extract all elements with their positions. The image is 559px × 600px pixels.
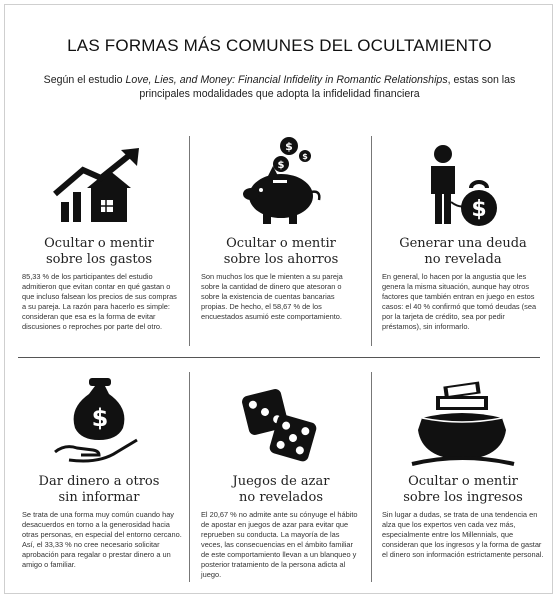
- title-line: no revelados: [238, 490, 323, 505]
- svg-text:$: $: [302, 152, 308, 161]
- column-divider: [371, 372, 372, 582]
- piggy-bank-coins-icon: [196, 134, 366, 234]
- item-body: Se trata de una forma muy común cuando hay desacuerdos en torno a la generosidad hacia otras personas, en especial del entorno cercano. Así, el 33,33 % no cree necesario solicitar aprobación para regalar o prestar dinero a un amigo o familiar.: [22, 510, 182, 569]
- title-line: Ocultar o mentir: [408, 474, 518, 489]
- item-body: En general, lo hacen por la angustia que les genera la misma situación, aunque hay otros factores que también entran en juego en estos casos: el 40 % confirmó que tomó deudas (sea por la tarjeta de crédito, sea por pedir préstamos), sin informarlo.: [382, 272, 537, 331]
- title-line: sobre los ahorros: [223, 252, 339, 267]
- column-divider: [371, 136, 372, 346]
- item-title: [14, 474, 184, 506]
- item-title: [196, 474, 366, 506]
- house-growth-chart-icon: [14, 148, 184, 248]
- item-title: [14, 236, 184, 268]
- title-line: sin informar: [58, 490, 140, 505]
- svg-text:$: $: [91, 404, 109, 432]
- svg-text:$: $: [285, 140, 293, 153]
- column-divider: [189, 136, 190, 346]
- title-line: Generar una deuda: [399, 236, 527, 251]
- item-title: [378, 474, 548, 506]
- item-title: [196, 236, 366, 268]
- item-body: Son muchos los que le mienten a su pareja sobre la cantidad de dinero que atesoran o sobre la existencia de cuentas bancarias propias. De hecho, el 58,67 % de los encuestados asumió este comportamiento.: [201, 272, 343, 321]
- title-line: Ocultar o mentir: [226, 236, 336, 251]
- person-ball-and-chain-icon: [378, 144, 548, 244]
- item-title: [378, 236, 548, 268]
- svg-text:$: $: [471, 197, 487, 222]
- subtitle-rest: , estas son las principales modalidades que adopta la infidelidad financiera: [139, 74, 516, 100]
- title-line: sobre los ingresos: [403, 490, 523, 505]
- money-sack-icon: [378, 378, 548, 478]
- title-line: Juegos de azar: [232, 474, 330, 489]
- row-divider: [18, 357, 540, 358]
- item-body: El 20,67 % no admite ante su cónyuge el hábito de apostar en juegos de azar para evitar que reprueben su conducta. La mayoría de las veces, las consecuencias en el ámbito familiar de este comportamiento llevan a un blanqueo y posterior tratamiento de la persona adicta al juego.: [201, 510, 358, 579]
- page-subtitle: [30, 73, 529, 101]
- title-line: sobre los gastos: [45, 252, 153, 267]
- dice-icon: [196, 378, 366, 478]
- column-divider: [189, 372, 190, 582]
- title-line: no revelada: [424, 252, 502, 267]
- page-title: LAS FORMAS MÁS COMUNES DEL OCULTAMIENTO: [67, 36, 492, 55]
- subtitle-intro: Según el estudio: [43, 74, 126, 86]
- svg-text:$: $: [277, 160, 285, 171]
- item-body: Sin lugar a dudas, se trata de una tendencia en alza que los expertos ven cada vez más, especialmente entre los Millennials, que consideran que los ingresos y la forma de gastar el dinero son información estrictamente personal.: [382, 510, 544, 559]
- title-line: Dar dinero a otros: [38, 474, 160, 489]
- title-line: Ocultar o mentir: [44, 236, 154, 251]
- item-body: 85,33 % de los participantes del estudio admitieron que evitan contar en qué gastan o que incluso falsean los precios de sus compras a su pareja. La razón para hacerlo es simple: consideran que esa es la forma de evitar discusiones o reproches por parte del otro.: [22, 272, 177, 331]
- study-title: Love, Lies, and Money: Financial Infidelity in Romantic Relationships: [125, 74, 448, 86]
- hand-money-bag-icon: [14, 372, 184, 472]
